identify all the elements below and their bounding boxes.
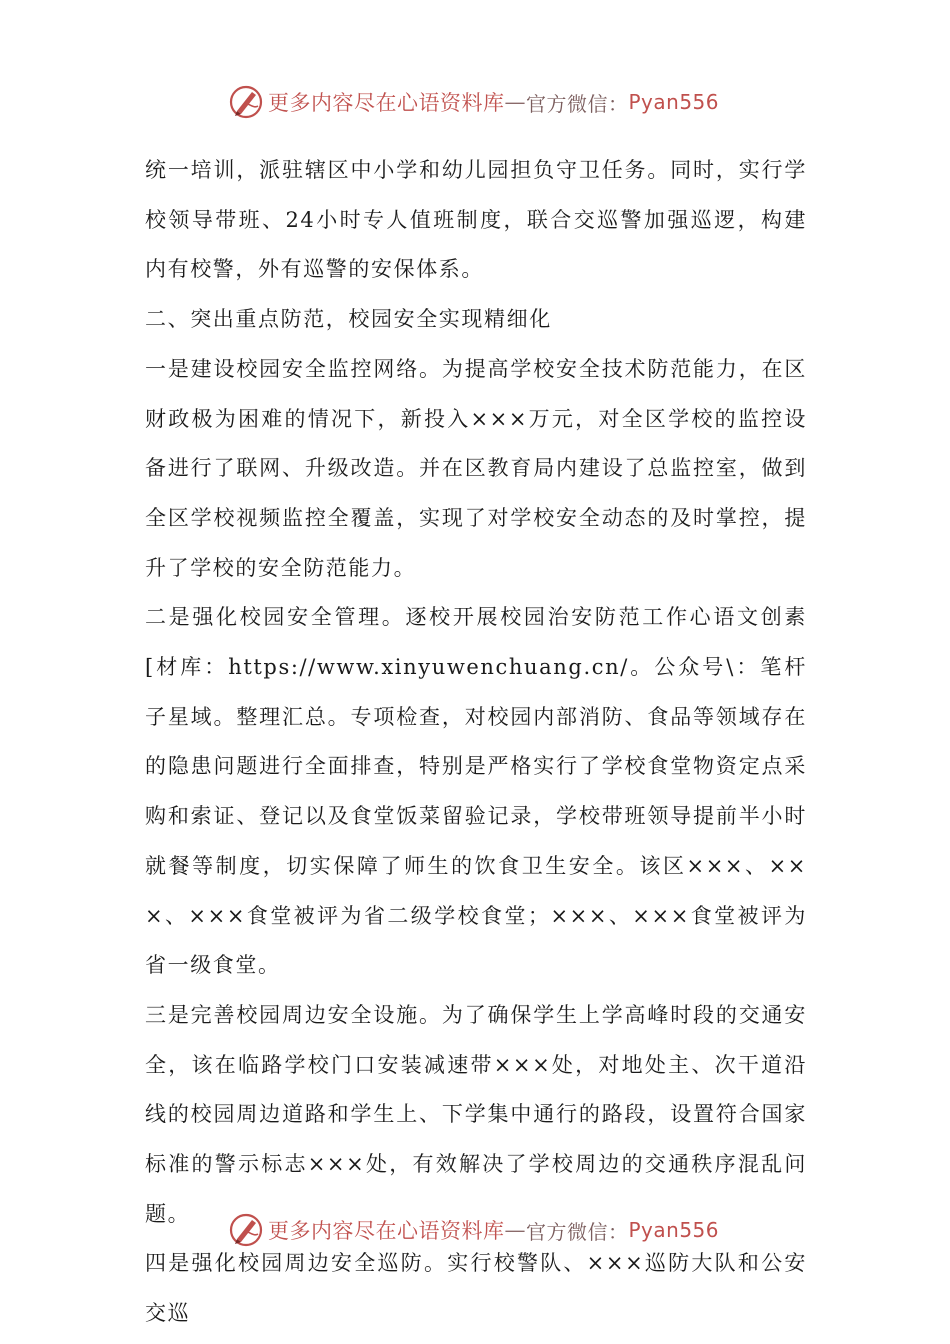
document-body [145, 146, 807, 1339]
header-wechat-id: Pyan556 [628, 90, 720, 114]
header-brand: 更多内容尽在心语资料库 [268, 91, 505, 115]
pen-logo-icon [228, 84, 264, 120]
paragraph-5: 四是强化校园周边安全巡防。实行校警队、×××巡防大队和公安交巡 [145, 1251, 807, 1326]
pen-logo-icon [228, 1212, 264, 1248]
footer-banner [228, 1210, 748, 1250]
footer-wechat-label: 官方微信： [526, 1219, 629, 1244]
footer-brand: 更多内容尽在心语资料库 [268, 1219, 505, 1243]
header-wechat-label: 官方微信： [526, 91, 629, 116]
paragraph-3: 二是强化校园安全管理。逐校开展校园治安防范工作心语文创素[材库：https://www.xinyuwenchuang.cn/。公众号\：笔杆子星域。整理汇总。专项检查，对校园内部消防、食品等领域存在的隐患问题进行全面排查，特别是严格实行了学校食堂物资定点采购和索证、登记以及食堂饭菜留验记录，学校带班领导提前半小时就餐等制度，切实保障了师生的饮食卫生安全。该区×××、×××、×××食堂被评为省二级学校食堂；×××、×××食堂被评为省一级食堂。 [145, 605, 807, 978]
section-heading: 二、突出重点防范，校园安全实现精细化 [145, 307, 552, 332]
footer-wechat-id: Pyan556 [628, 1218, 720, 1242]
paragraph-2: 一是建设校园安全监控网络。为提高学校安全技术防范能力，在区财政极为困难的情况下，新投入×××万元，对全区学校的监控设备进行了联网、升级改造。并在区教育局内建设了总监控室，做到全区学校视频监控全覆盖，实现了对学校安全动态的及时掌控，提升了学校的安全防范能力。 [145, 356, 807, 580]
footer-dash: — [504, 1218, 526, 1242]
paragraph-4: 三是完善校园周边安全设施。为了确保学生上学高峰时段的交通安全，该在临路学校门口安装减速带×××处，对地处主、次干道沿线的校园周边道路和学生上、下学集中通行的路段，设置符合国家标准的警示标志×××处，有效解决了学校周边的交通秩序混乱问题。 [145, 1002, 807, 1226]
paragraph-1: 统一培训，派驻辖区中小学和幼儿园担负守卫任务。同时，实行学校领导带班、24小时专人值班制度，联合交巡警加强巡逻，构建内有校警，外有巡警的安保体系。 [145, 158, 807, 282]
header-banner [228, 82, 748, 122]
header-dash: — [504, 90, 526, 114]
